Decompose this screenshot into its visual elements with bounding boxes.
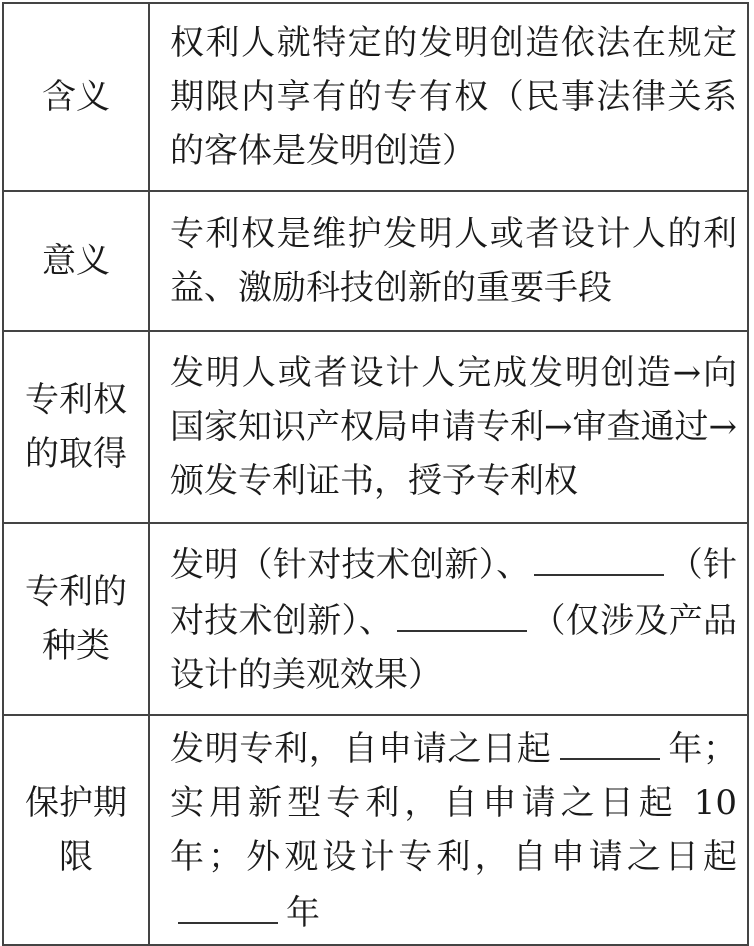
row-label: 专利权的取得: [3, 331, 149, 523]
row-content: 专利权是维护发明人或者设计人的利益、激励科技创新的重要手段: [149, 191, 748, 331]
content-text: （针对技术创新）、: [170, 545, 738, 641]
fill-blank[interactable]: [534, 536, 664, 576]
table-row: [3, 331, 748, 523]
patent-knowledge-table: [2, 2, 749, 946]
content-text: 发明专利，自申请之日起: [170, 729, 552, 769]
fill-blank[interactable]: [178, 884, 278, 924]
fill-blank[interactable]: [397, 592, 527, 632]
knowledge-table-sheet: [2, 2, 749, 933]
table-row: [3, 715, 748, 945]
row-label: 意义: [3, 191, 149, 331]
content-text: （仅涉及产品设计的美观效果）: [170, 601, 738, 695]
row-label: 保护期限: [3, 715, 149, 945]
row-label: 含义: [3, 3, 149, 191]
row-content: 权利人就特定的发明创造依法在规定期限内享有的专有权（民事法律关系的客体是发明创造）: [149, 3, 748, 191]
row-label: 专利的种类: [3, 523, 149, 715]
table-row: [3, 3, 748, 191]
content-text: 年: [286, 893, 320, 933]
table-row: [3, 523, 748, 715]
table-row: [3, 191, 748, 331]
row-content: 发明人或者设计人完成发明创造→向国家知识产权局申请专利→审查通过→颁发专利证书，授予专利权: [149, 331, 748, 523]
row-content: [149, 715, 748, 945]
content-text: 年；实用新型专利，自申请之日起 10 年；外观设计专利，自申请之日起: [170, 729, 738, 877]
fill-blank[interactable]: [560, 720, 660, 760]
content-text: 发明（针对技术创新）、: [170, 545, 531, 585]
row-content: [149, 523, 748, 715]
